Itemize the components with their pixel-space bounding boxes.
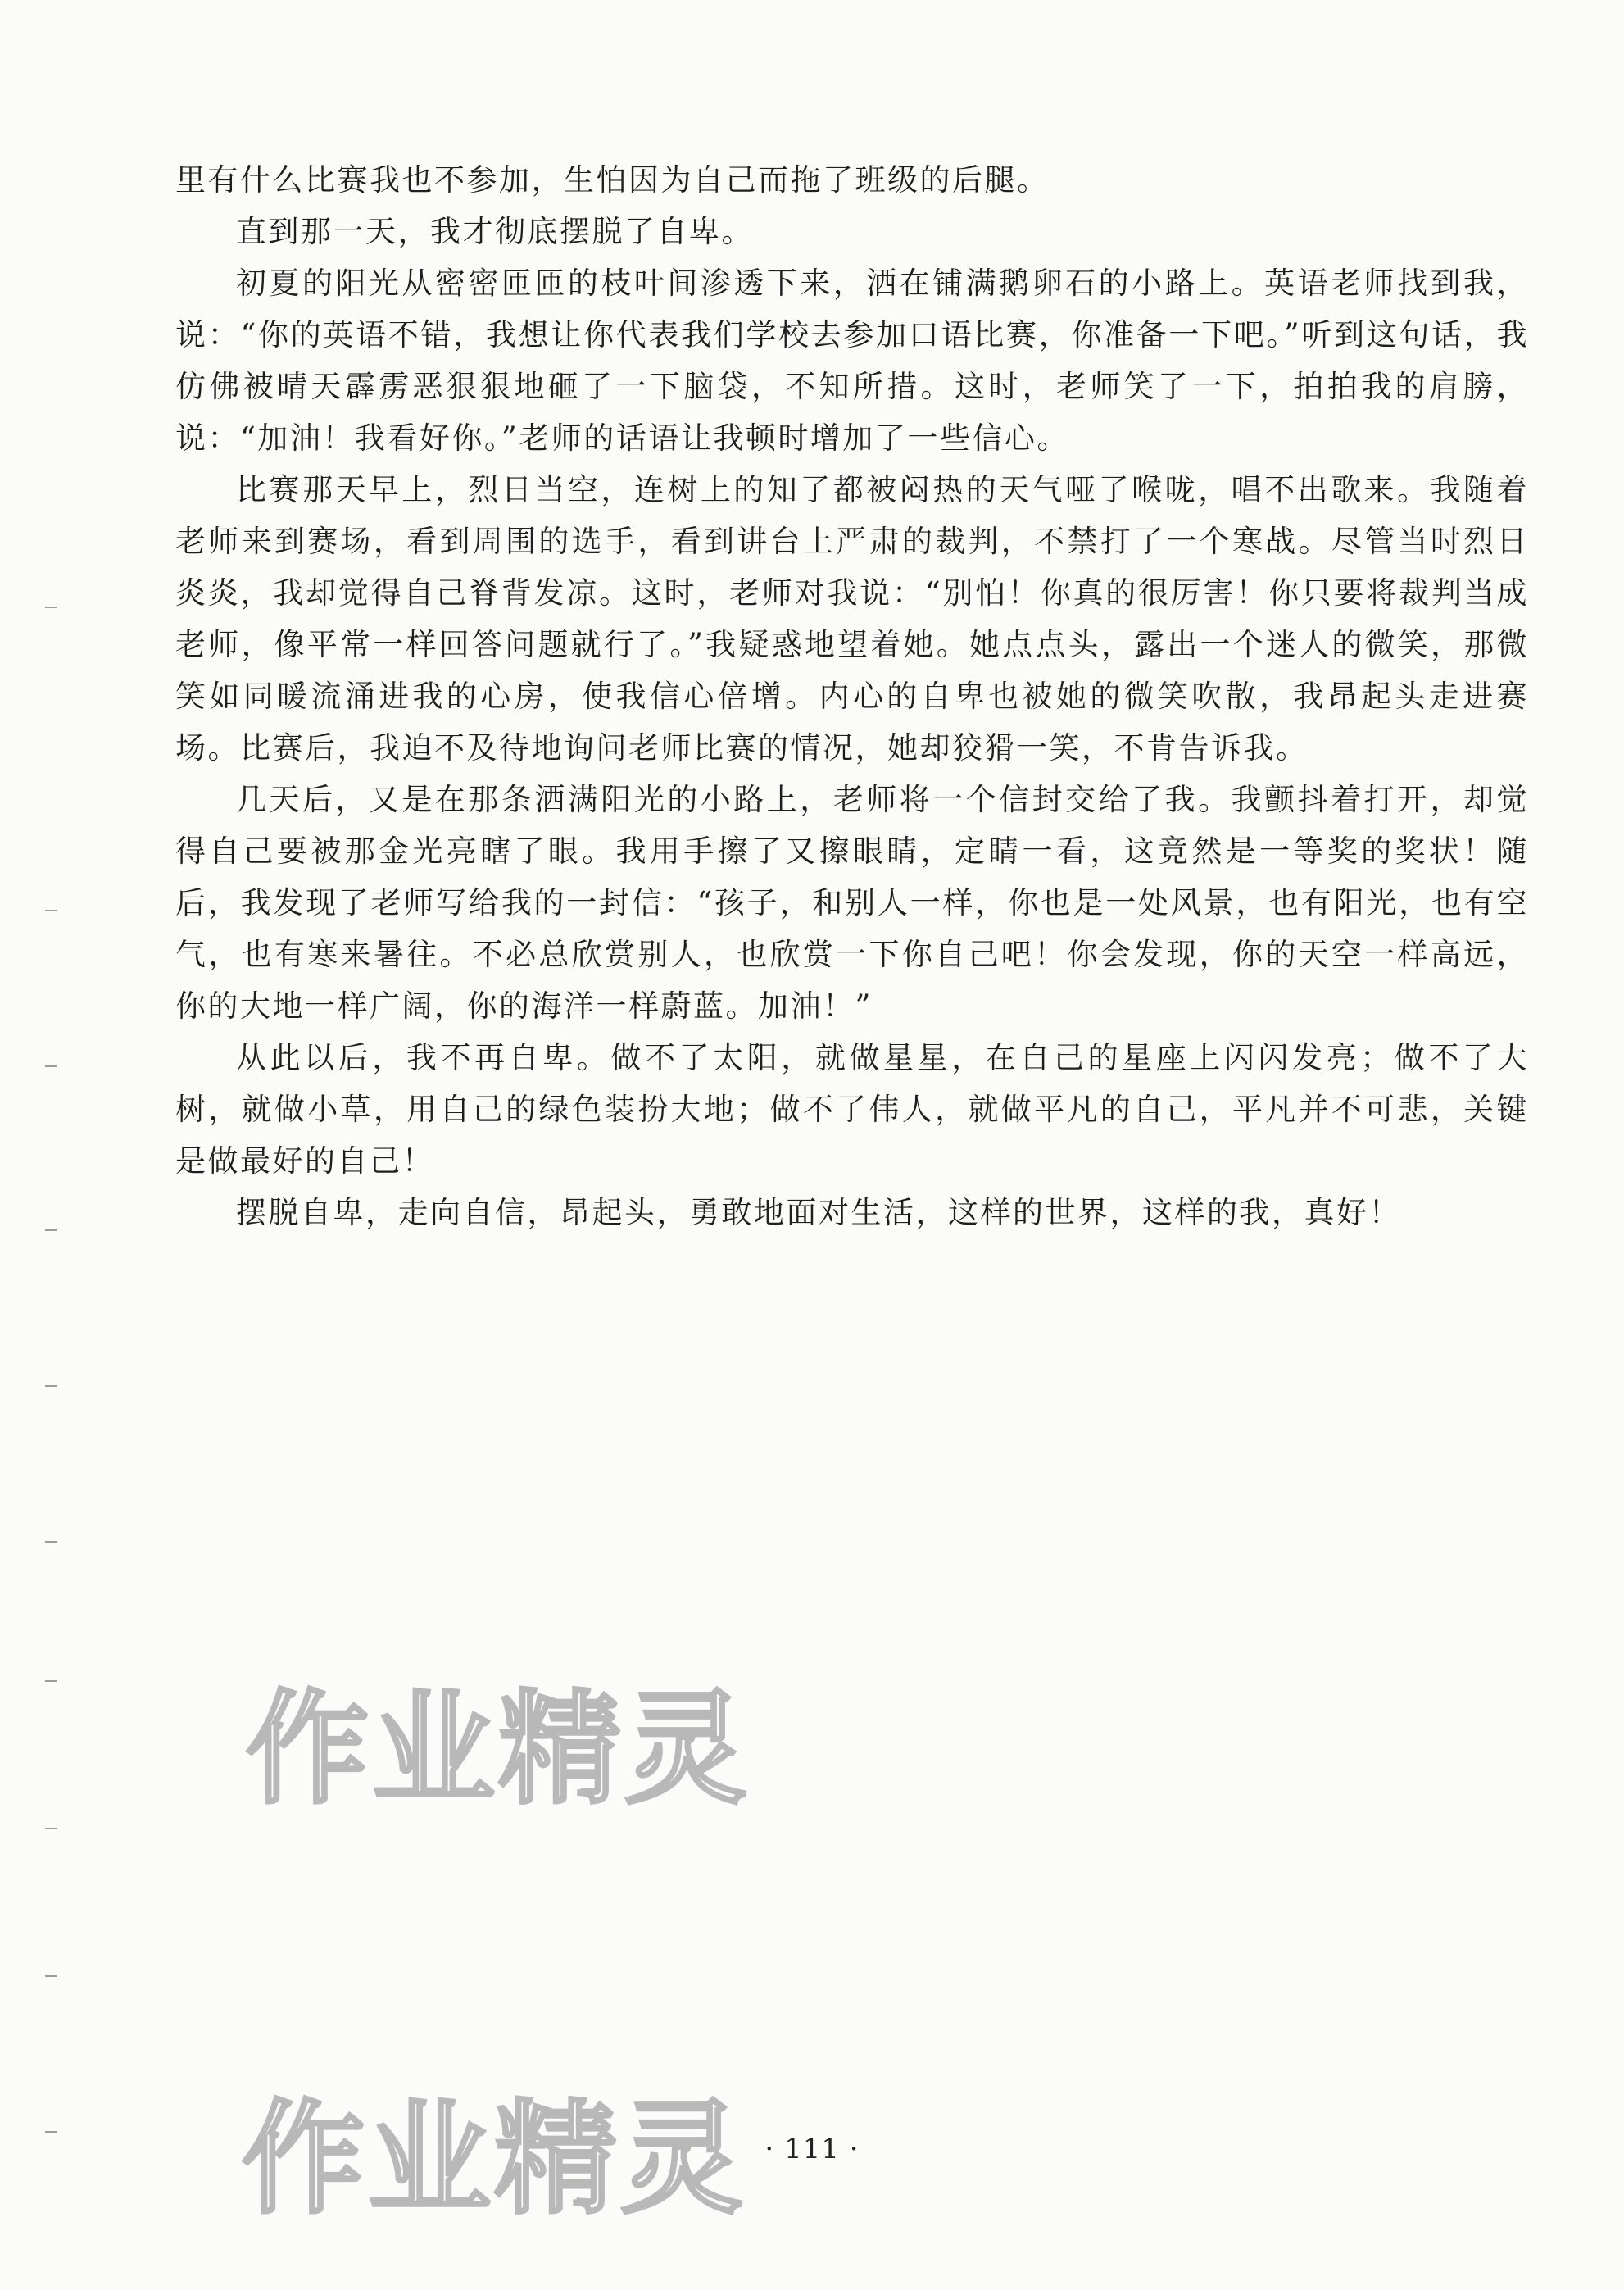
scan-margin-marks bbox=[45, 0, 61, 2290]
paragraph-continuation: 里有什么比赛我也不参加，生怕因为自己而拖了班级的后腿。 bbox=[175, 162, 1050, 198]
paragraph: 从此以后，我不再自卑。做不了太阳，就做星星，在自己的星座上闪闪发亮；做不了大树，就做小草，用自己的绿色装扮大地；做不了伟人，就做平凡的自己，平凡并不可悲，关键是做最好的自己！ bbox=[175, 1040, 1529, 1179]
paragraph: 几天后，又是在那条洒满阳光的小路上，老师将一个信封交给了我。我颤抖着打开，却觉得自己要被那金光亮瞎了眼。我用手擦了又擦眼睛，定睛一看，这竟然是一等奖的奖状！随后，我发现了老师写给我的一封信：“孩子，和别人一样，你也是一处风景，也有阳光，也有空气，也有寒来暑往。不必总欣赏别人，也欣赏一下你自己吧！你会发现，你的天空一样高远，你的大地一样广阔，你的海洋一样蔚蓝。加油！” bbox=[175, 782, 1529, 1024]
paragraph: 摆脱自卑，走向自信，昂起头，勇敢地面对生活，这样的世界，这样的我，真好！ bbox=[236, 1195, 1401, 1230]
essay-body bbox=[175, 154, 1529, 1238]
watermark-logo: 作业精灵 bbox=[242, 2088, 747, 2231]
paragraph: 初夏的阳光从密密匝匝的枝叶间渗透下来，洒在铺满鹅卵石的小路上。英语老师找到我，说：“你的英语不错，我想让你代表我们学校去参加口语比赛，你准备一下吧。”听到这句话，我仿佛被晴天霹雳恶狠狠地砸了一下脑袋，不知所措。这时，老师笑了一下，拍拍我的肩膀，说：“加油！我看好你。”老师的话语让我顿时增加了一些信心。 bbox=[175, 266, 1529, 456]
paragraph: 比赛那天早上，烈日当空，连树上的知了都被闷热的天气哑了喉咙，唱不出歌来。我随着老师来到赛场，看到周围的选手，看到讲台上严肃的裁判，不禁打了一个寒战。尽管当时烈日炎炎，我却觉得自己脊背发凉。这时，老师对我说：“别怕！你真的很厉害！你只要将裁判当成老师，像平常一样回答问题就行了。”我疑惑地望着她。她点点头，露出一个迷人的微笑，那微笑如同暖流涌进我的心房，使我信心倍增。内心的自卑也被她的微笑吹散，我昂起头走进赛场。比赛后，我迫不及待地询问老师比赛的情况，她却狡猾一笑，不肯告诉我。 bbox=[175, 472, 1529, 766]
paragraph: 直到那一天，我才彻底摆脱了自卑。 bbox=[236, 214, 754, 249]
page-number: · 111 · bbox=[764, 2133, 860, 2165]
watermark-logo: 作业精灵 bbox=[246, 1679, 751, 1821]
